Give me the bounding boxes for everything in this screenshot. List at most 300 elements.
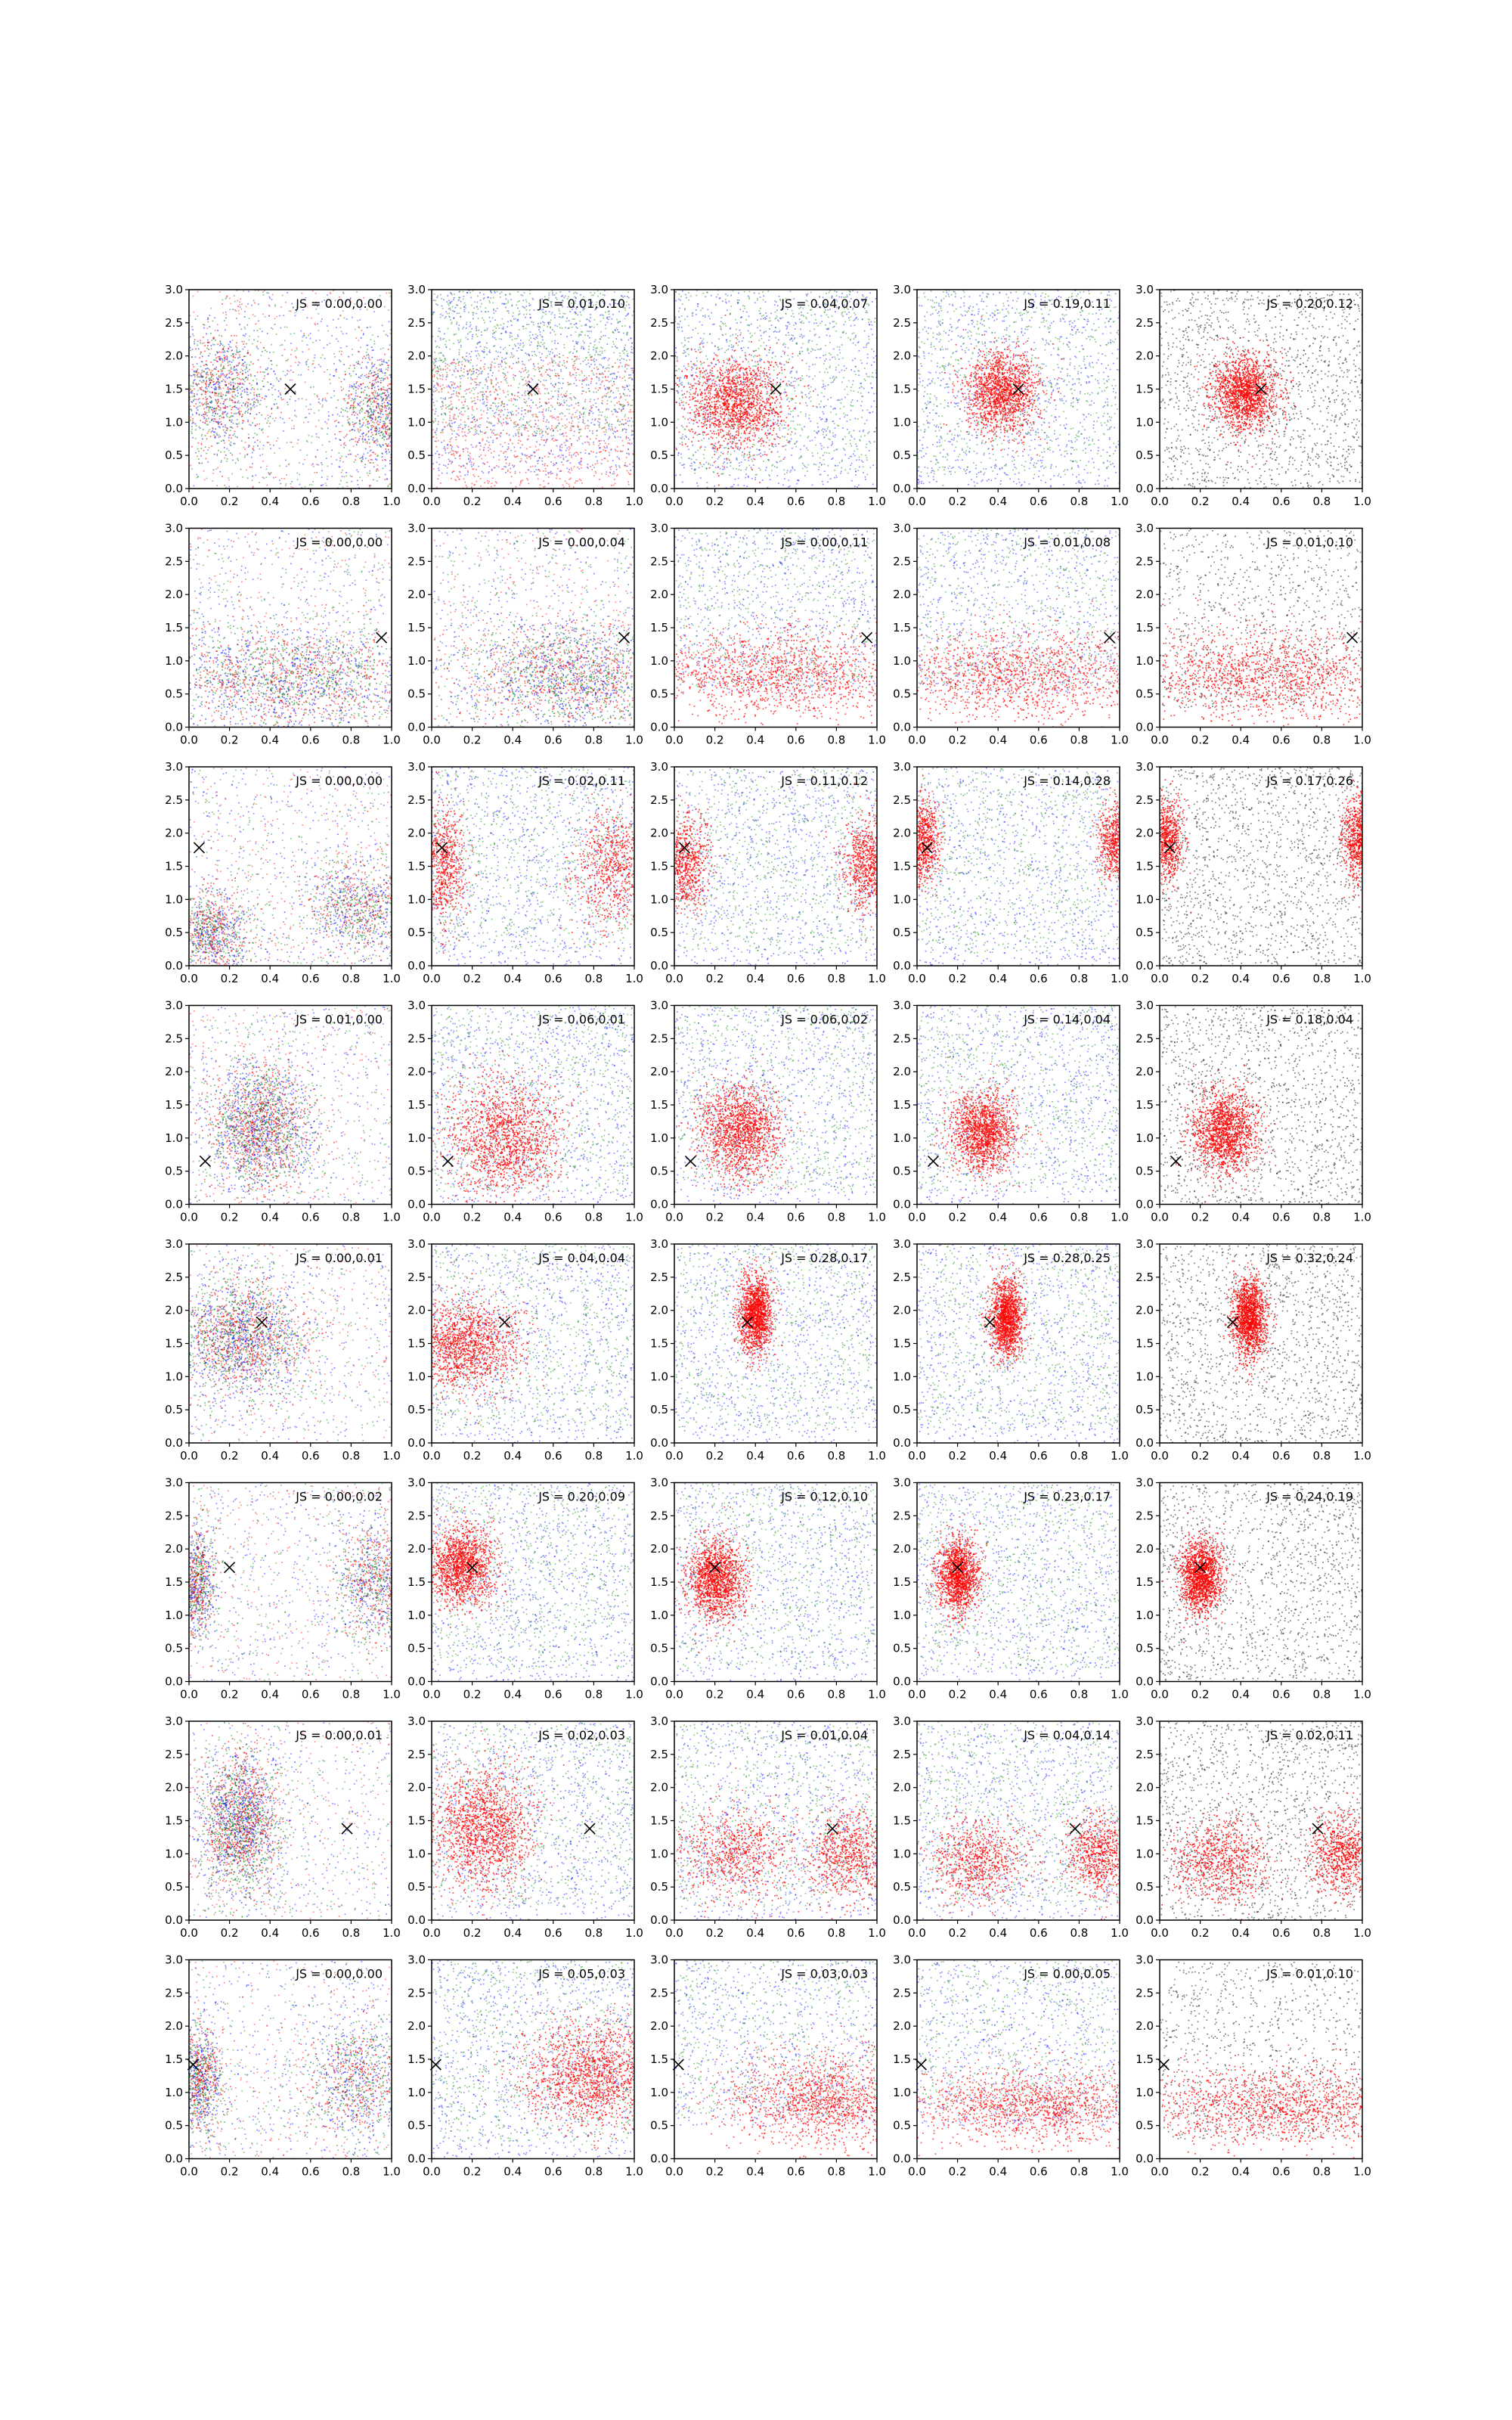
- scatter-point: [558, 420, 559, 421]
- scatter-point: [284, 315, 285, 316]
- scatter-point: [580, 436, 581, 437]
- scatter-point: [538, 463, 539, 464]
- scatter-point: [559, 316, 560, 318]
- scatter-point: [631, 443, 633, 445]
- scatter-point: [482, 431, 483, 433]
- scatter-point: [476, 372, 477, 374]
- scatter-point: [197, 390, 199, 392]
- scatter-point: [452, 306, 454, 308]
- scatter-point: [593, 358, 595, 360]
- scatter-point: [387, 486, 389, 488]
- scatter-point: [453, 390, 454, 392]
- scatter-point: [357, 396, 358, 397]
- scatter-point: [507, 372, 509, 374]
- scatter-point: [523, 385, 525, 386]
- scatter-point: [501, 403, 503, 405]
- scatter-point: [231, 455, 233, 456]
- scatter-point: [488, 377, 489, 378]
- scatter-point: [565, 368, 567, 369]
- scatter-point: [435, 358, 437, 359]
- scatter-point: [501, 366, 503, 368]
- scatter-point: [472, 368, 474, 370]
- scatter-point: [484, 349, 485, 350]
- scatter-point: [287, 404, 289, 405]
- scatter-point: [464, 401, 466, 402]
- scatter-point: [483, 366, 485, 368]
- scatter-point: [615, 483, 616, 485]
- y-tick-label: 0.0: [165, 482, 183, 495]
- scatter-point: [352, 409, 354, 411]
- scatter-point: [452, 310, 454, 312]
- scatter-point: [253, 402, 255, 404]
- scatter-point: [624, 462, 626, 464]
- scatter-point: [616, 378, 618, 380]
- scatter-point: [217, 414, 218, 415]
- scatter-point: [238, 374, 240, 375]
- scatter-point: [327, 392, 328, 394]
- scatter-point: [193, 400, 194, 402]
- scatter-point: [466, 292, 468, 293]
- scatter-point: [221, 374, 222, 375]
- scatter-point: [225, 298, 227, 299]
- scatter-point: [356, 423, 358, 424]
- scatter-point: [557, 425, 559, 427]
- scatter-point: [624, 365, 626, 366]
- scatter-point: [286, 474, 287, 476]
- scatter-point: [504, 374, 506, 375]
- scatter-point: [258, 336, 259, 337]
- scatter-point: [379, 427, 380, 429]
- scatter-point: [362, 438, 364, 439]
- scatter-point: [525, 368, 526, 369]
- scatter-point: [330, 292, 331, 293]
- scatter-point: [471, 379, 472, 380]
- scatter-point: [435, 346, 437, 348]
- scatter-point: [460, 389, 461, 390]
- scatter-point: [222, 476, 223, 477]
- scatter-point: [380, 405, 382, 407]
- scatter-point: [212, 473, 214, 474]
- scatter-point: [434, 352, 435, 353]
- scatter-point: [234, 405, 236, 407]
- scatter-point: [259, 448, 261, 450]
- scatter-point: [270, 474, 271, 476]
- scatter-point: [563, 400, 565, 402]
- scatter-point: [380, 349, 382, 350]
- scatter-point: [355, 390, 357, 392]
- scatter-point: [603, 377, 604, 378]
- scatter-point: [590, 321, 591, 323]
- scatter-point: [352, 429, 353, 430]
- scatter-point: [241, 328, 243, 330]
- scatter-point: [570, 427, 572, 429]
- scatter-point: [500, 409, 502, 411]
- scatter-point: [573, 396, 575, 398]
- scatter-point: [603, 358, 605, 360]
- scatter-point: [469, 292, 471, 293]
- scatter-point: [233, 368, 234, 369]
- y-tick-label: 3.0: [165, 283, 183, 296]
- scatter-point: [525, 380, 527, 382]
- scatter-point: [504, 442, 506, 444]
- scatter-point: [603, 294, 604, 296]
- scatter-point: [624, 352, 625, 354]
- scatter-point: [368, 376, 370, 377]
- scatter-point: [240, 304, 241, 306]
- scatter-point: [451, 430, 453, 432]
- scatter-point: [467, 448, 469, 450]
- scatter-point: [233, 382, 234, 383]
- scatter-point: [373, 411, 375, 412]
- scatter-point: [356, 387, 358, 389]
- scatter-point: [191, 410, 193, 411]
- scatter-point: [207, 403, 209, 405]
- scatter-point: [452, 374, 454, 376]
- scatter-point: [383, 392, 384, 394]
- scatter-point: [504, 456, 506, 458]
- scatter-point: [472, 334, 473, 336]
- scatter-point: [470, 324, 472, 326]
- scatter-point: [589, 390, 590, 392]
- scatter-point: [266, 469, 268, 470]
- scatter-point: [213, 381, 215, 383]
- scatter-point: [206, 412, 208, 414]
- scatter-point: [438, 415, 439, 417]
- scatter-point: [287, 292, 288, 293]
- scatter-point: [253, 389, 255, 390]
- scatter-point: [448, 303, 449, 305]
- scatter-point: [237, 419, 238, 420]
- scatter-point: [477, 358, 479, 359]
- scatter-point: [489, 392, 491, 393]
- scatter-point: [627, 296, 628, 297]
- scatter-point: [554, 340, 556, 342]
- scatter-point: [355, 455, 357, 457]
- scatter-point: [584, 324, 586, 326]
- scatter-point: [447, 425, 448, 427]
- scatter-point: [507, 415, 508, 417]
- scatter-point: [590, 422, 592, 424]
- scatter-point: [521, 461, 522, 462]
- scatter-point: [590, 292, 591, 293]
- scatter-point: [445, 358, 446, 359]
- scatter-point: [372, 459, 373, 461]
- scatter-point: [203, 382, 204, 383]
- scatter-point: [566, 436, 568, 437]
- scatter-point: [533, 322, 534, 324]
- scatter-point: [434, 365, 435, 367]
- scatter-point: [244, 455, 246, 456]
- scatter-point: [487, 408, 488, 409]
- scatter-point: [356, 444, 358, 445]
- scatter-point: [484, 364, 485, 365]
- scatter-point: [216, 351, 218, 352]
- scatter-point: [511, 400, 513, 402]
- scatter-point: [596, 461, 598, 462]
- scatter-point: [628, 297, 630, 299]
- scatter-point: [333, 363, 335, 365]
- scatter-point: [560, 394, 562, 396]
- scatter-point: [386, 414, 387, 415]
- scatter-point: [345, 374, 346, 376]
- scatter-point: [437, 305, 438, 306]
- scatter-point: [370, 370, 371, 371]
- scatter-point: [202, 394, 203, 396]
- scatter-point: [349, 386, 351, 388]
- scatter-point: [221, 364, 222, 365]
- scatter-point: [387, 365, 389, 366]
- scatter-point: [206, 415, 208, 417]
- scatter-point: [449, 405, 451, 406]
- scatter-point: [227, 377, 228, 379]
- scatter-point: [602, 372, 603, 374]
- scatter-point: [448, 305, 450, 306]
- scatter-point: [598, 368, 600, 370]
- scatter-point: [518, 433, 519, 434]
- scatter-point: [452, 407, 454, 408]
- scatter-point: [484, 394, 485, 396]
- scatter-point: [347, 402, 349, 403]
- scatter-point: [358, 484, 359, 486]
- scatter-point: [240, 394, 242, 396]
- scatter-point: [486, 381, 488, 383]
- scatter-point: [359, 364, 361, 365]
- scatter-point: [593, 346, 594, 348]
- scatter-point: [565, 427, 566, 429]
- scatter-point: [353, 365, 355, 366]
- scatter-point: [577, 356, 578, 358]
- scatter-point: [208, 349, 209, 350]
- scatter-point: [213, 384, 215, 386]
- scatter-point: [380, 414, 382, 415]
- scatter-point: [207, 342, 209, 343]
- scatter-point: [611, 427, 612, 428]
- scatter-point: [237, 377, 238, 379]
- scatter-point: [268, 436, 269, 438]
- scatter-point: [472, 469, 473, 470]
- scatter-point: [489, 466, 491, 467]
- scatter-point: [441, 298, 442, 299]
- scatter-point: [487, 388, 488, 389]
- scatter-point: [256, 347, 258, 349]
- scatter-point: [243, 335, 244, 337]
- scatter-point: [242, 422, 243, 424]
- scatter-point: [617, 474, 618, 476]
- scatter-point: [328, 415, 330, 417]
- scatter-point: [205, 446, 206, 448]
- scatter-point: [247, 405, 249, 407]
- scatter-point: [436, 428, 438, 430]
- scatter-point: [619, 352, 621, 354]
- scatter-point: [564, 365, 565, 367]
- scatter-point: [432, 429, 434, 430]
- scatter-point: [225, 432, 226, 433]
- scatter-point: [572, 340, 574, 342]
- scatter-point: [485, 377, 487, 379]
- scatter-point: [506, 421, 507, 423]
- scatter-point: [608, 337, 609, 339]
- scatter-point: [631, 379, 633, 380]
- scatter-point: [494, 367, 496, 368]
- scatter-point: [204, 479, 206, 481]
- scatter-point: [511, 393, 513, 395]
- scatter-point: [581, 464, 582, 466]
- scatter-point: [513, 421, 515, 423]
- scatter-point: [383, 425, 384, 427]
- scatter-point: [266, 369, 268, 371]
- scatter-point: [233, 402, 234, 403]
- scatter-point: [236, 365, 237, 367]
- scatter-point: [198, 372, 200, 374]
- scatter-point: [586, 377, 587, 379]
- scatter-point: [491, 432, 493, 433]
- scatter-point: [498, 371, 500, 372]
- scatter-point: [340, 458, 342, 459]
- scatter-point: [606, 393, 608, 395]
- scatter-point: [285, 460, 287, 461]
- scatter-point: [206, 368, 208, 369]
- scatter-point: [621, 358, 623, 359]
- scatter-point: [538, 479, 539, 480]
- scatter-point: [495, 331, 497, 333]
- scatter-point: [581, 371, 583, 372]
- scatter-point: [357, 480, 358, 482]
- scatter-point: [285, 302, 287, 303]
- scatter-point: [212, 321, 214, 322]
- scatter-point: [518, 412, 519, 414]
- scatter-point: [377, 455, 379, 457]
- scatter-point: [608, 408, 609, 410]
- scatter-point: [583, 340, 584, 342]
- scatter-point: [569, 352, 570, 354]
- scatter-point: [218, 392, 220, 394]
- scatter-point: [565, 393, 567, 395]
- scatter-point: [194, 371, 196, 373]
- scatter-point: [629, 327, 631, 328]
- scatter-point: [469, 326, 471, 327]
- scatter-point: [605, 357, 606, 358]
- scatter-point: [222, 381, 223, 383]
- scatter-point: [272, 294, 274, 296]
- scatter-point: [590, 451, 592, 452]
- scatter-point: [352, 354, 353, 355]
- scatter-point: [342, 425, 343, 427]
- scatter-point: [224, 458, 225, 459]
- scatter-point: [544, 312, 545, 314]
- scatter-point: [225, 381, 226, 383]
- scatter-point: [321, 470, 323, 472]
- scatter-point: [290, 343, 292, 344]
- scatter-point: [612, 433, 614, 434]
- scatter-point: [353, 439, 355, 440]
- scatter-point: [380, 371, 382, 372]
- scatter-point: [586, 379, 587, 380]
- scatter-point: [571, 399, 572, 401]
- scatter-point: [304, 459, 305, 461]
- scatter-point: [547, 369, 548, 371]
- x-tick-label: 0.0: [180, 495, 198, 508]
- scatter-point: [364, 375, 366, 377]
- scatter-point: [245, 334, 246, 335]
- scatter-point: [199, 414, 200, 416]
- scatter-point: [582, 346, 584, 348]
- scatter-point: [223, 417, 225, 419]
- scatter-point: [386, 427, 387, 428]
- scatter-point: [510, 468, 511, 470]
- scatter-point: [386, 429, 388, 430]
- scatter-point: [215, 367, 217, 368]
- scatter-point: [345, 472, 347, 473]
- scatter-point: [488, 368, 489, 369]
- scatter-point: [547, 439, 548, 440]
- scatter-point: [265, 396, 266, 397]
- scatter-point: [494, 417, 496, 418]
- scatter-point: [219, 387, 221, 389]
- scatter-point: [558, 391, 559, 392]
- scatter-point: [468, 408, 469, 409]
- scatter-point: [334, 434, 336, 436]
- scatter-point: [256, 346, 258, 347]
- scatter-point: [555, 373, 556, 374]
- scatter-point: [367, 475, 369, 476]
- scatter-point: [556, 355, 558, 356]
- scatter-point: [264, 477, 265, 479]
- scatter-point: [234, 391, 235, 392]
- scatter-point: [554, 355, 556, 356]
- scatter-point: [364, 412, 366, 414]
- scatter-point: [560, 457, 562, 458]
- scatter-point: [519, 345, 521, 346]
- scatter-point: [627, 420, 629, 422]
- scatter-point: [268, 472, 269, 473]
- scatter-point: [206, 453, 208, 455]
- scatter-point: [386, 451, 387, 452]
- scatter-point: [510, 333, 512, 334]
- scatter-point: [507, 302, 509, 303]
- scatter-point: [226, 392, 228, 394]
- scatter-point: [228, 351, 229, 352]
- scatter-point: [503, 406, 505, 408]
- scatter-point: [483, 450, 485, 451]
- scatter-point: [528, 424, 530, 426]
- scatter-point: [531, 351, 533, 352]
- scatter-point: [237, 383, 239, 384]
- scatter-point: [523, 424, 525, 426]
- scatter-point: [565, 456, 567, 458]
- scatter-point: [458, 447, 460, 448]
- scatter-point: [474, 418, 476, 420]
- scatter-point: [203, 365, 205, 367]
- scatter-point: [231, 355, 232, 357]
- scatter-point: [237, 458, 238, 460]
- scatter-point: [386, 334, 387, 336]
- scatter-point: [444, 446, 445, 448]
- scatter-point: [476, 433, 478, 434]
- scatter-point: [290, 399, 291, 400]
- scatter-point: [346, 346, 348, 347]
- scatter-point: [327, 433, 328, 435]
- scatter-point: [212, 338, 214, 340]
- scatter-point: [342, 487, 344, 489]
- scatter-point: [276, 365, 277, 366]
- scatter-point: [501, 361, 503, 362]
- y-tick-label: 1.0: [165, 415, 183, 429]
- scatter-point: [339, 360, 340, 361]
- scatter-point: [248, 434, 249, 436]
- scatter-point: [385, 423, 386, 424]
- scatter-point: [267, 293, 268, 294]
- scatter-point: [581, 325, 583, 327]
